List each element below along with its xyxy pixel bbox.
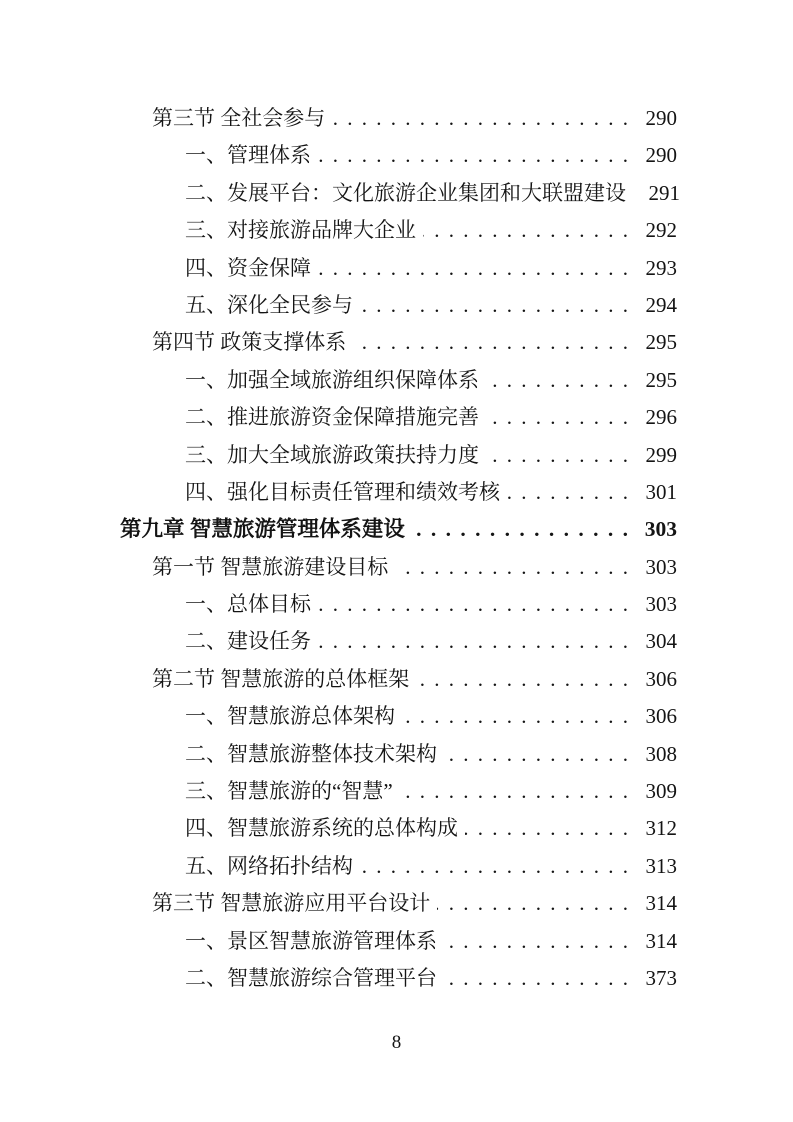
toc-entry (120, 848, 677, 885)
toc-entry (120, 736, 677, 773)
toc-entry (120, 287, 677, 324)
toc-entry-title: 第四节 政策支撑体系 (152, 330, 347, 355)
dot-leader (395, 549, 630, 586)
dot-leader (423, 212, 630, 249)
dot-leader (507, 474, 630, 511)
toc-entry-title: 一、智慧旅游总体架构 (185, 704, 395, 729)
toc-entry-page: 296 (645, 405, 677, 430)
toc-entry (120, 773, 677, 810)
toc-entry-title: 五、网络拓扑结构 (185, 853, 353, 878)
dot-leader (360, 848, 630, 885)
dot-leader (416, 661, 630, 698)
toc-entry (120, 623, 677, 660)
toc-entry-page: 308 (645, 741, 677, 766)
toc-entry-page: 290 (645, 143, 677, 168)
toc-entry-page: 373 (645, 965, 677, 990)
dot-leader (318, 623, 630, 660)
page-number: 8 (391, 1032, 402, 1053)
dot-leader (402, 698, 630, 735)
toc-entry-page: 294 (645, 292, 677, 317)
toc-entry-page: 295 (645, 330, 677, 355)
dot-leader (444, 960, 630, 997)
dot-leader (360, 287, 630, 324)
toc-entry-title: 五、深化全民参与 (185, 292, 353, 317)
toc-entry-title: 三、智慧旅游的“智慧” (185, 779, 393, 804)
toc-entry (120, 923, 677, 960)
table-of-contents (120, 100, 680, 997)
toc-entry (120, 175, 680, 212)
toc-entry-title: 二、建设任务 (185, 629, 311, 654)
dot-leader (486, 399, 630, 436)
toc-entry-title: 第一节 智慧旅游建设目标 (152, 554, 389, 579)
dot-leader (318, 250, 630, 287)
toc-entry-page: 313 (645, 853, 677, 878)
dot-leader (318, 586, 630, 623)
toc-entry (120, 437, 677, 474)
toc-entry-title: 二、智慧旅游综合管理平台 (185, 965, 437, 990)
dot-leader (437, 885, 630, 922)
toc-entry (120, 137, 677, 174)
toc-entry (120, 399, 677, 436)
toc-entry-page: 303 (644, 517, 677, 542)
toc-entry (120, 885, 677, 922)
toc-entry-page: 306 (645, 704, 677, 729)
toc-entry-page: 293 (645, 255, 677, 280)
toc-entry-title: 一、景区智慧旅游管理体系 (185, 928, 437, 953)
toc-entry (120, 250, 677, 287)
toc-entry-title: 四、资金保障 (185, 255, 311, 280)
toc-entry (120, 810, 677, 847)
toc-entry-page: 301 (645, 479, 677, 504)
dot-leader (353, 324, 630, 361)
toc-entry-title: 二、发展平台：文化旅游企业集团和大联盟建设 (185, 180, 626, 205)
toc-entry-page: 312 (645, 816, 677, 841)
dot-leader (465, 810, 630, 847)
toc-entry-page: 295 (645, 367, 677, 392)
dot-leader (400, 773, 630, 810)
dot-leader (486, 437, 630, 474)
toc-entry (120, 960, 677, 997)
dot-leader (444, 923, 630, 960)
toc-entry-page: 290 (645, 106, 677, 130)
toc-entry (120, 100, 677, 137)
toc-entry (120, 698, 677, 735)
toc-entry (120, 474, 677, 511)
toc-entry-title: 一、管理体系 (185, 143, 311, 168)
toc-entry-page: 309 (645, 779, 677, 804)
toc-entry-title: 第二节 智慧旅游的总体框架 (152, 666, 410, 691)
toc-entry-page: 314 (645, 891, 677, 916)
toc-entry (120, 586, 677, 623)
toc-entry-title: 一、加强全域旅游组织保障体系 (185, 367, 479, 392)
toc-entry-title: 四、智慧旅游系统的总体构成 (185, 816, 458, 841)
toc-entry-title: 二、推进旅游资金保障措施完善 (185, 405, 479, 430)
toc-entry-page: 306 (645, 666, 677, 691)
toc-entry (120, 511, 677, 548)
toc-entry (120, 324, 677, 361)
toc-entry (120, 549, 677, 586)
dot-leader (444, 736, 630, 773)
toc-entry (120, 661, 677, 698)
toc-entry-title: 三、对接旅游品牌大企业 (185, 218, 416, 243)
toc-entry-page: 303 (645, 554, 677, 579)
toc-entry-page: 314 (645, 928, 677, 953)
dot-leader (332, 100, 630, 137)
toc-entry-page: 303 (645, 592, 677, 617)
toc-entry (120, 362, 677, 399)
dot-leader (318, 137, 630, 174)
toc-entry-title: 第九章 智慧旅游管理体系建设 (120, 517, 405, 542)
toc-entry-page: 292 (645, 218, 677, 243)
toc-entry-title: 第三节 智慧旅游应用平台设计 (152, 891, 431, 916)
toc-entry-title: 二、智慧旅游整体技术架构 (185, 741, 437, 766)
toc-entry-title: 一、总体目标 (185, 592, 311, 617)
toc-entry-page: 304 (645, 629, 677, 654)
toc-entry-title: 四、强化目标责任管理和绩效考核 (185, 479, 500, 504)
toc-entry-page: 299 (645, 442, 677, 467)
dot-leader (486, 362, 630, 399)
dot-leader (412, 511, 630, 548)
toc-entry-title: 第三节 全社会参与 (152, 106, 326, 130)
toc-entry-page: 291 (648, 180, 680, 205)
toc-entry-title: 三、加大全域旅游政策扶持力度 (185, 442, 479, 467)
toc-entry (120, 212, 677, 249)
